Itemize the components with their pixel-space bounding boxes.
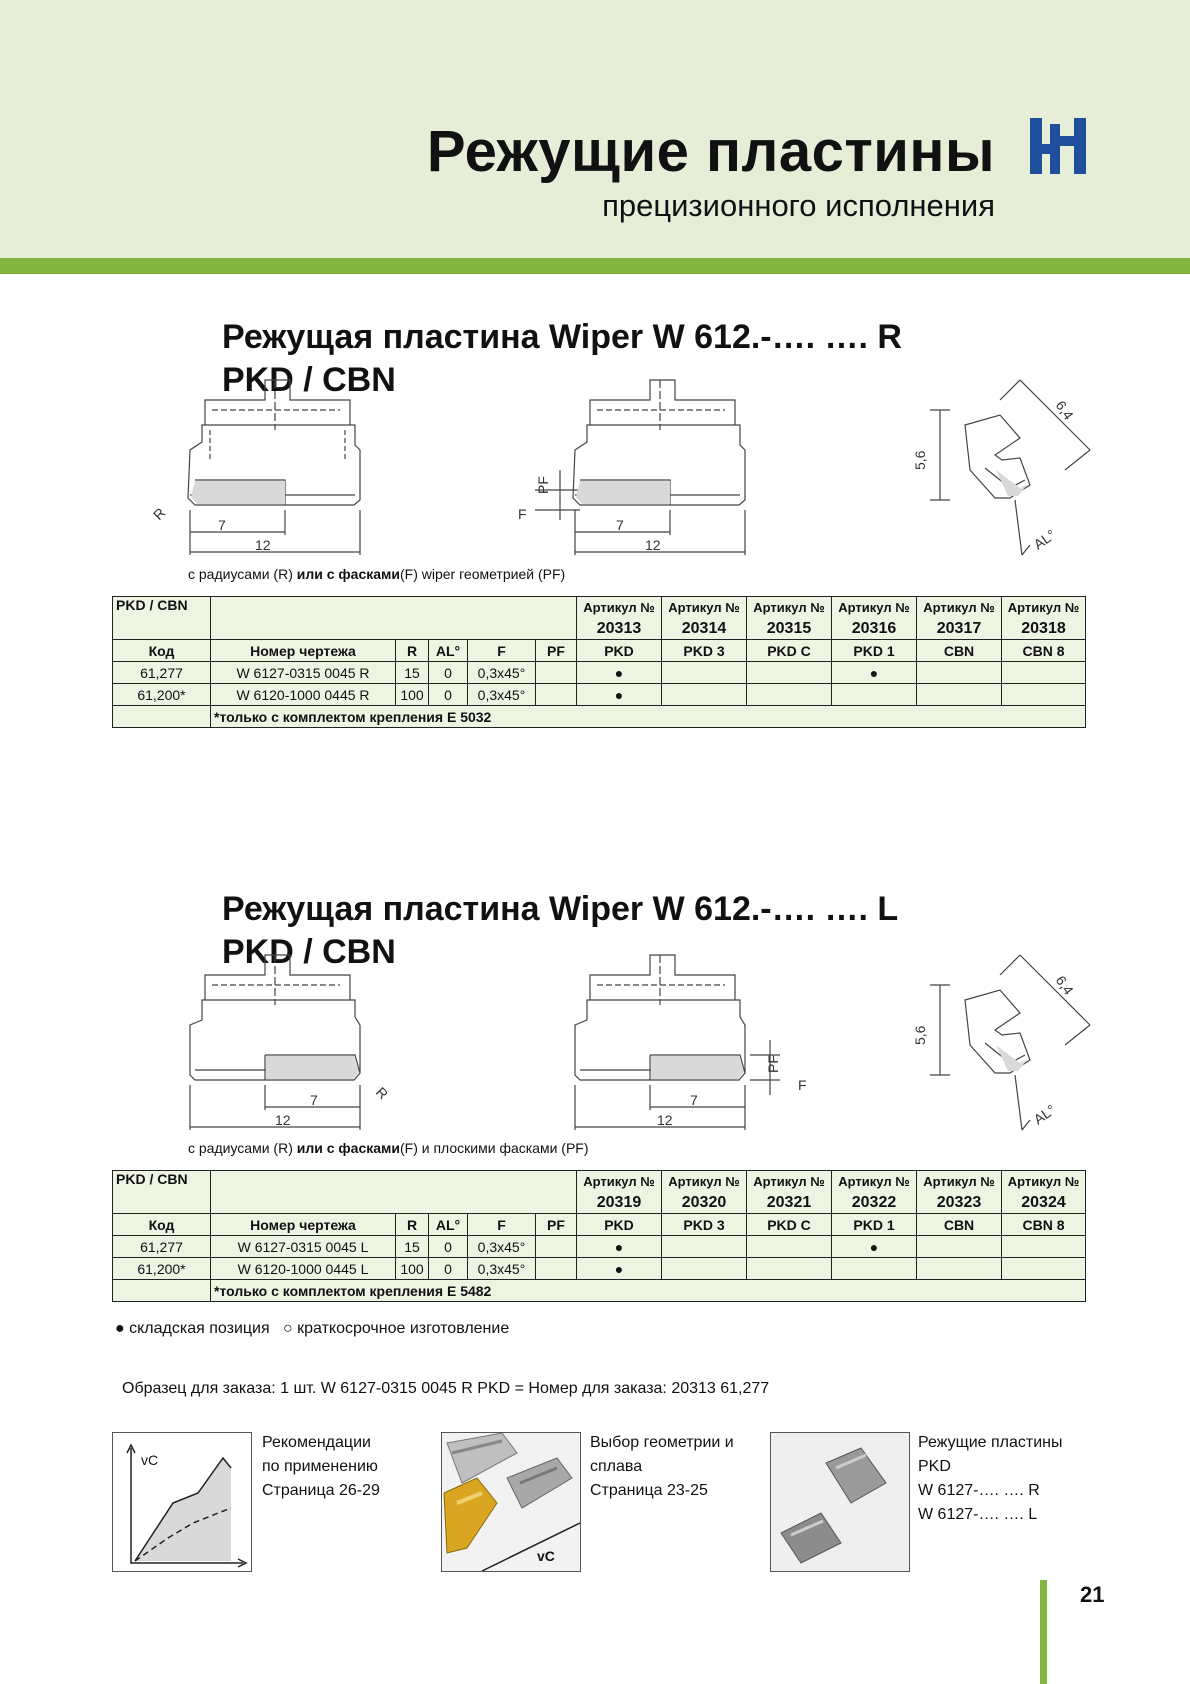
article-number: 20315 [747, 618, 832, 640]
svg-text:5,6: 5,6 [912, 450, 928, 470]
svg-text:F: F [518, 506, 527, 522]
table-footnote: *только с комплектом крепления E 5482 [211, 1280, 1086, 1302]
order-example: Образец для заказа: 1 шт. W 6127-0315 0045 R PKD = Номер для заказа: 20313 61,277 [122, 1380, 770, 1397]
page-title: Режущие пластины [426, 119, 995, 184]
svg-text:12: 12 [657, 1112, 673, 1128]
article-number: 20323 [917, 1192, 1002, 1214]
pkd-inserts-photo-icon[interactable] [770, 1432, 910, 1572]
section-1-title: Режущая пластина Wiper W 612.-…. …. R PKD / CBN [222, 318, 902, 399]
inserts-photo-icon[interactable] [441, 1432, 581, 1572]
svg-text:7: 7 [310, 1092, 318, 1108]
section-2-title: Режущая пластина Wiper W 612.-…. …. L PKD / CBN [222, 890, 899, 971]
svg-text:AL°: AL° [1030, 526, 1059, 553]
svg-text:6,4: 6,4 [1052, 972, 1077, 998]
svg-text:vC: vC [537, 1548, 555, 1564]
article-number: 20320 [662, 1192, 747, 1214]
svg-text:AL°: AL° [1030, 1101, 1059, 1128]
vc-chart-icon[interactable] [112, 1432, 252, 1572]
article-number: 20316 [832, 618, 917, 640]
reference-2-text[interactable]: Выбор геометрии и сплава Страница 23-25 [590, 1434, 734, 1499]
page-number: 21 [1080, 1582, 1105, 1607]
svg-text:PF: PF [535, 476, 551, 494]
section-1-table: PKD / CBN Артикул № Артикул № Артикул № Артикул № Артикул № Артикул № 20313 20314 20315 20316 20317 20318 Код Номер чертежа R AL° F PF PKD PKD 3 PKD C PKD 1 CBN CBN 8 61,277 W 6127-0315 0045 R 15 0 0,3x45° ● ● 61,200* W 6120-1000 0445 R 100 0 0,3x45° ● *только с комплектом крепления E 5032 [112, 596, 1086, 728]
table-row: 61,200* W 6120-1000 0445 R 100 0 0,3x45° ● [113, 684, 1086, 706]
table-row: 61,277 W 6127-0315 0045 L 15 0 0,3x45° ● ● [113, 1236, 1086, 1258]
table-row: 61,277 W 6127-0315 0045 R 15 0 0,3x45° ● ● [113, 662, 1086, 684]
empty-dot-icon: ○ [283, 1320, 293, 1337]
section-2-drawings [150, 945, 1110, 1150]
article-number: 20321 [747, 1192, 832, 1214]
svg-text:6,4: 6,4 [1052, 397, 1077, 423]
svg-text:12: 12 [645, 537, 661, 553]
svg-text:R: R [372, 1083, 392, 1103]
svg-text:7: 7 [218, 517, 226, 533]
table-row: 61,200* W 6120-1000 0445 L 100 0 0,3x45° ● [113, 1258, 1086, 1280]
article-number: 20324 [1002, 1192, 1086, 1214]
svg-text:7: 7 [690, 1092, 698, 1108]
article-number: 20317 [917, 618, 1002, 640]
svg-text:vC: vC [141, 1452, 159, 1468]
table-header-row: Код Номер чертежа R AL° F PF PKD PKD 3 PKD C PKD 1 CBN CBN 8 [113, 1214, 1086, 1236]
reference-3-text[interactable]: Режущие пластины PKD W 6127-…. …. R W 6127-…. …. L [918, 1434, 1063, 1523]
table-corner-label: PKD / CBN [113, 1171, 211, 1214]
article-number: 20322 [832, 1192, 917, 1214]
section-1-caption: с радиусами (R) или с фасками(F) wiper геометрией (PF) [188, 566, 566, 582]
reference-1-text[interactable]: Рекомендации по применению Страница 26-29 [262, 1434, 380, 1499]
legend: ● складская позиция ○ краткосрочное изготовление [115, 1320, 510, 1337]
article-number: 20318 [1002, 618, 1086, 640]
filled-dot-icon: ● [115, 1320, 125, 1337]
header-accent-bar [0, 258, 1190, 274]
svg-text:12: 12 [255, 537, 271, 553]
article-number: 20314 [662, 618, 747, 640]
svg-text:PF: PF [765, 1055, 781, 1073]
section-2-table: PKD / CBN Артикул № Артикул № Артикул № Артикул № Артикул № Артикул № 20319 20320 20321 20322 20323 20324 Код Номер чертежа R AL° F PF PKD PKD 3 PKD C PKD 1 CBN CBN 8 61,277 W 6127-0315 0045 L 15 0 0,3x45° ● ● 61,200* W 6120-1000 0445 L 100 0 0,3x45° ● *только с комплектом крепления E 5482 [112, 1170, 1086, 1302]
svg-text:F: F [798, 1077, 807, 1093]
svg-text:7: 7 [616, 517, 624, 533]
table-footnote: *только с комплектом крепления E 5032 [211, 706, 1086, 728]
svg-text:12: 12 [275, 1112, 291, 1128]
article-number: 20319 [577, 1192, 662, 1214]
table-header-row: Код Номер чертежа R AL° F PF PKD PKD 3 PKD C PKD 1 CBN CBN 8 [113, 640, 1086, 662]
section-2-caption: с радиусами (R) или с фасками(F) и плоскими фасками (PF) [188, 1140, 589, 1156]
page-subtitle: прецизионного исполнения [602, 188, 995, 223]
svg-text:R: R [150, 504, 169, 523]
article-number: 20313 [577, 618, 662, 640]
table-corner-label: PKD / CBN [113, 597, 211, 640]
page-number-bar [1040, 1580, 1047, 1684]
section-1-drawings [150, 370, 1110, 575]
svg-text:5,6: 5,6 [912, 1025, 928, 1045]
hh-logo-icon [1030, 118, 1086, 174]
